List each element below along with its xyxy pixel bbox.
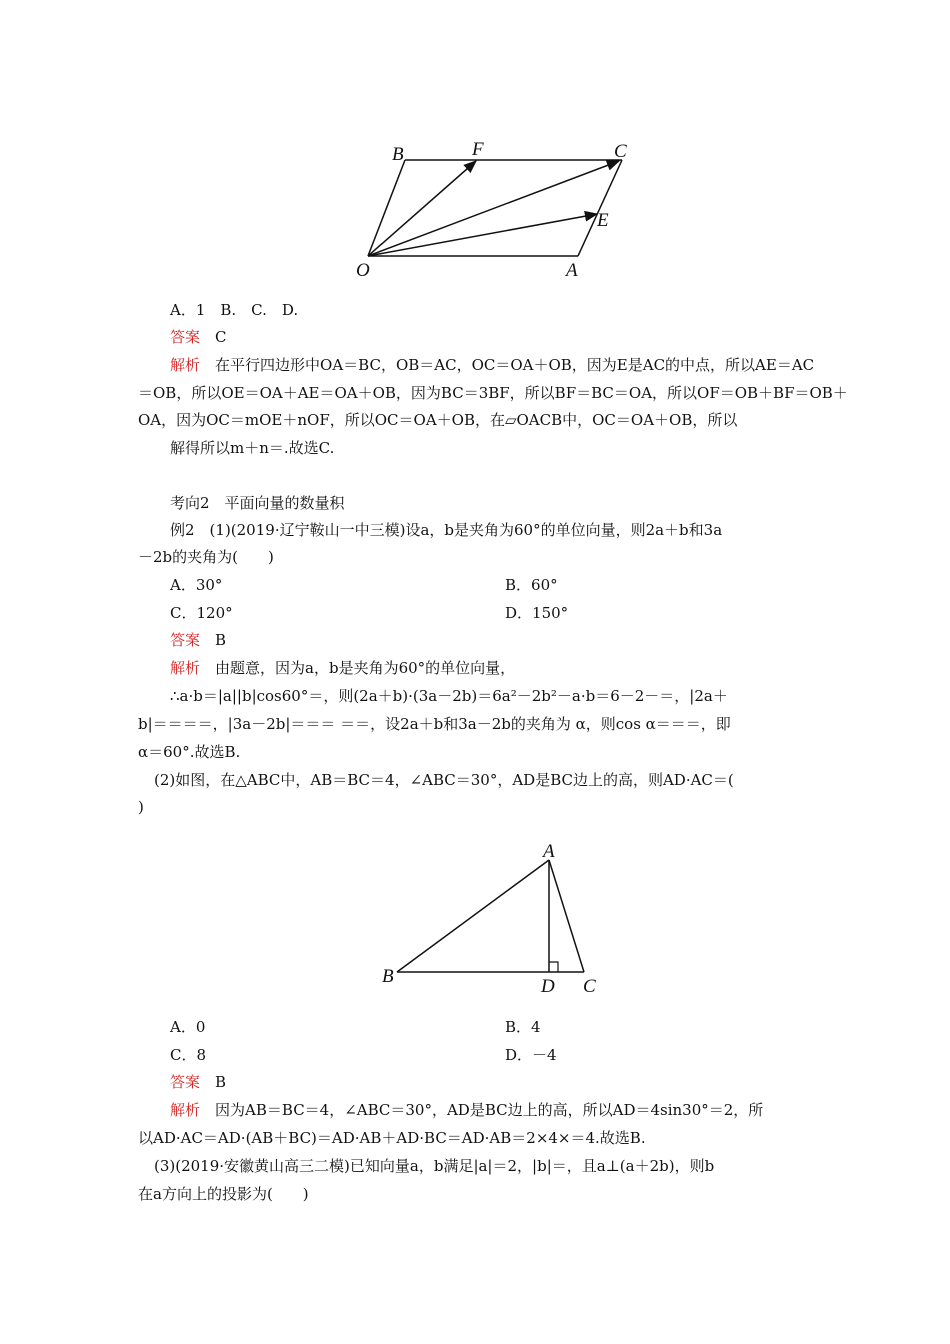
q2-option-C: C．8 <box>170 1046 207 1064</box>
answer-value: B <box>215 631 227 649</box>
ex2-q2-line1: (2)如图，在△ABC中，AB＝BC＝4，∠ABC＝30°，AD是BC边上的高，则AD·AC＝( <box>154 771 734 789</box>
analysis-label: 解析 <box>170 659 201 677</box>
ex2-option-C: C．120° <box>170 604 233 622</box>
q3-line2: 在a方向上的投影为( ) <box>138 1185 309 1203</box>
q2-option-D: D．－4 <box>505 1046 557 1064</box>
ex2-q1-line1: 例2 (1)(2019·辽宁鞍山一中三模)设a，b是夹角为60°的单位向量，则2a＋b和3a <box>170 521 723 539</box>
q1-analysis-line3: OA，因为OC＝mOE＋nOF，所以OC＝OA＋OB，在▱OACB中，OC＝OA＋OB，所以 <box>138 411 738 429</box>
vector-OC <box>368 161 619 256</box>
q1-analysis-line1 <box>170 355 814 375</box>
label-C: C <box>614 141 627 162</box>
q2-option-A: A．0 <box>170 1018 206 1036</box>
ex2-option-B: B．60° <box>505 576 558 594</box>
q3-line1: (3)(2019·安徽黄山高三二模)已知向量a，b满足|a|＝2，|b|＝，且a⊥(a＋2b)，则b <box>154 1157 715 1175</box>
q1-options: A．1 B. C. D. <box>170 301 299 319</box>
ex2-q2-line2: ) <box>138 798 144 816</box>
vector-OF <box>368 161 476 256</box>
analysis-text: 在平行四边形中OA＝BC，OB＝AC，OC＝OA＋OB，因为E是AC的中点，所以AE＝AC <box>215 356 815 374</box>
label-E: E <box>597 210 609 231</box>
ex2-option-A: A．30° <box>170 576 223 594</box>
vector-OE <box>368 214 597 256</box>
q2-analysis-line2: 以AD·AC＝AD·(AB＋BC)＝AD·AB＋AD·BC＝AD·AB＝2×4×＝4.故选B. <box>138 1129 646 1147</box>
answer-value: B <box>215 1073 227 1091</box>
q2-analysis-line1 <box>170 1100 763 1120</box>
q2-option-B: B．4 <box>505 1018 541 1036</box>
answer-label: 答案 <box>170 328 201 346</box>
analysis-label: 解析 <box>170 356 201 374</box>
label-C: C <box>583 976 596 997</box>
ex2-analysis-line3: b|＝＝＝＝，|3a－2b|＝＝＝ ＝＝，设2a＋b和3a－2b的夹角为 α，则cos α＝＝＝，即 <box>138 715 731 733</box>
label-D: D <box>541 976 555 997</box>
answer-label: 答案 <box>170 1073 201 1091</box>
ex2-q1-line2: －2b的夹角为( ) <box>138 548 274 566</box>
right-angle-mark <box>549 962 558 972</box>
q1-analysis-line4: 解得所以m＋n＝.故选C. <box>170 439 335 457</box>
q2-answer-line <box>170 1072 226 1092</box>
section-title: 考向2 平面向量的数量积 <box>170 494 345 512</box>
answer-label: 答案 <box>170 631 201 649</box>
triangle-figure <box>370 830 620 1000</box>
label-B: B <box>382 966 394 987</box>
analysis-label: 解析 <box>170 1101 201 1119</box>
ex2-analysis-line4: α＝60°.故选B. <box>138 743 241 761</box>
ex2-analysis-line2: ∴a·b＝|a||b|cos60°＝，则(2a＋b)·(3a－2b)＝6a²－2b²－a·b＝6－2－＝，|2a＋ <box>170 687 728 705</box>
analysis-text: 由题意，因为a，b是夹角为60°的单位向量， <box>215 659 516 677</box>
ex2-answer-line <box>170 630 226 650</box>
analysis-text: 因为AB＝BC＝4，∠ABC＝30°，AD是BC边上的高，所以AD＝4sin30°＝2，所 <box>215 1101 764 1119</box>
ex2-analysis-line1 <box>170 658 515 678</box>
side-AB <box>397 860 549 972</box>
ex2-option-D: D．150° <box>505 604 569 622</box>
q1-analysis-line2: ＝OB，所以OE＝OA＋AE＝OA＋OB，因为BC＝3BF，所以BF＝BC＝OA，所以OF＝OB＋BF＝OB＋ <box>138 384 848 402</box>
side-OB <box>368 160 405 256</box>
label-B: B <box>392 144 404 165</box>
q1-answer-line <box>170 327 227 347</box>
parallelogram-figure <box>340 128 650 293</box>
answer-value: C <box>215 328 227 346</box>
label-F: F <box>472 139 484 160</box>
side-AC <box>549 860 584 972</box>
label-A: A <box>566 260 578 281</box>
label-A: A <box>543 841 555 862</box>
label-O: O <box>356 260 370 281</box>
